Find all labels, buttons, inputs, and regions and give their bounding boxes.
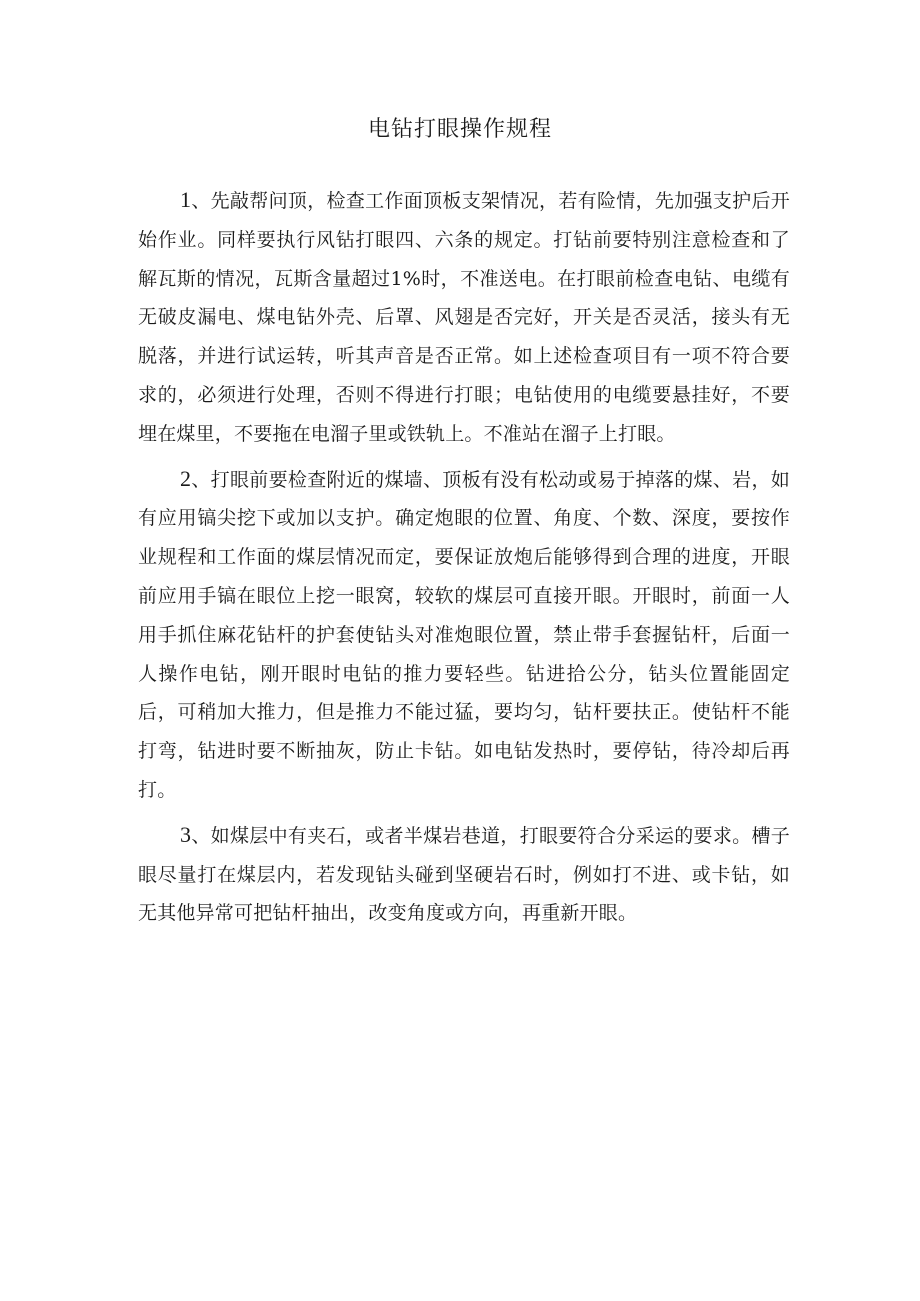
paragraph-number: 2 xyxy=(180,465,192,491)
paragraph-text: 、打眼前要检查附近的煤墙、顶板有没有松动或易于掉落的煤、岩，如有应用镐尖挖下或加以支护。确定炮眼的位置、角度、个数、深度，要按作业规程和工作面的煤层情况而定，要保证放炮后能够得到合理的进度，开眼前应用手镐在眼位上挖一眼窝，较软的煤层可直接开眼。开眼时，前面一人用手抓住麻花钻杆的护套使钻头对准炮眼位置，禁止带手套握钻杆，后面一人操作电钻，刚开眼时电钻的推力要轻些。钻进拾公分，钻头位置能固定后，可稍加大推力，但是推力不能过猛，要均匀，钻杆要扶正。使钻杆不能打弯，钻进时要不断抽灰，防止卡钻。如电钻发热时，要停钻，待冷却后再打。 xyxy=(138,468,790,801)
paragraph-3 xyxy=(138,816,790,933)
paragraph-text: 、先敲帮问顶，检查工作面顶板支架情况，若有险情，先加强支护后开始作业。同样要执行风钻打眼四、六条的规定。打钻前要特别注意检查和了解瓦斯的情况，瓦斯含量超过1%时，不准送电。在打眼前检查电钻、电缆有无破皮漏电、煤电钻外壳、后罩、风翅是否完好，开关是否灵活，接头有无脱落，并进行试运转，听其声音是否正常。如上述检查项目有一项不符合要求的，必须进行处理，否则不得进行打眼；电钻使用的电缆要悬挂好，不要埋在煤里，不要拖在电溜子里或铁轨上。不准站在溜子上打眼。 xyxy=(138,190,790,445)
document-title: 电钻打眼操作规程 xyxy=(367,117,552,142)
paragraph-2 xyxy=(138,460,790,810)
paragraph-number: 1 xyxy=(180,187,192,212)
paragraph-1 xyxy=(138,181,790,454)
paragraph-number: 3 xyxy=(180,821,192,847)
document-body xyxy=(138,181,790,939)
paragraph-text: 、如煤层中有夹石，或者半煤岩巷道，打眼要符合分采运的要求。槽子眼尽量打在煤层内，若发现钻头碰到坚硬岩石时，例如打不进、或卡钻，如无其他异常可把钻杆抽出，改变角度或方向，再重新开眼。 xyxy=(138,824,790,925)
